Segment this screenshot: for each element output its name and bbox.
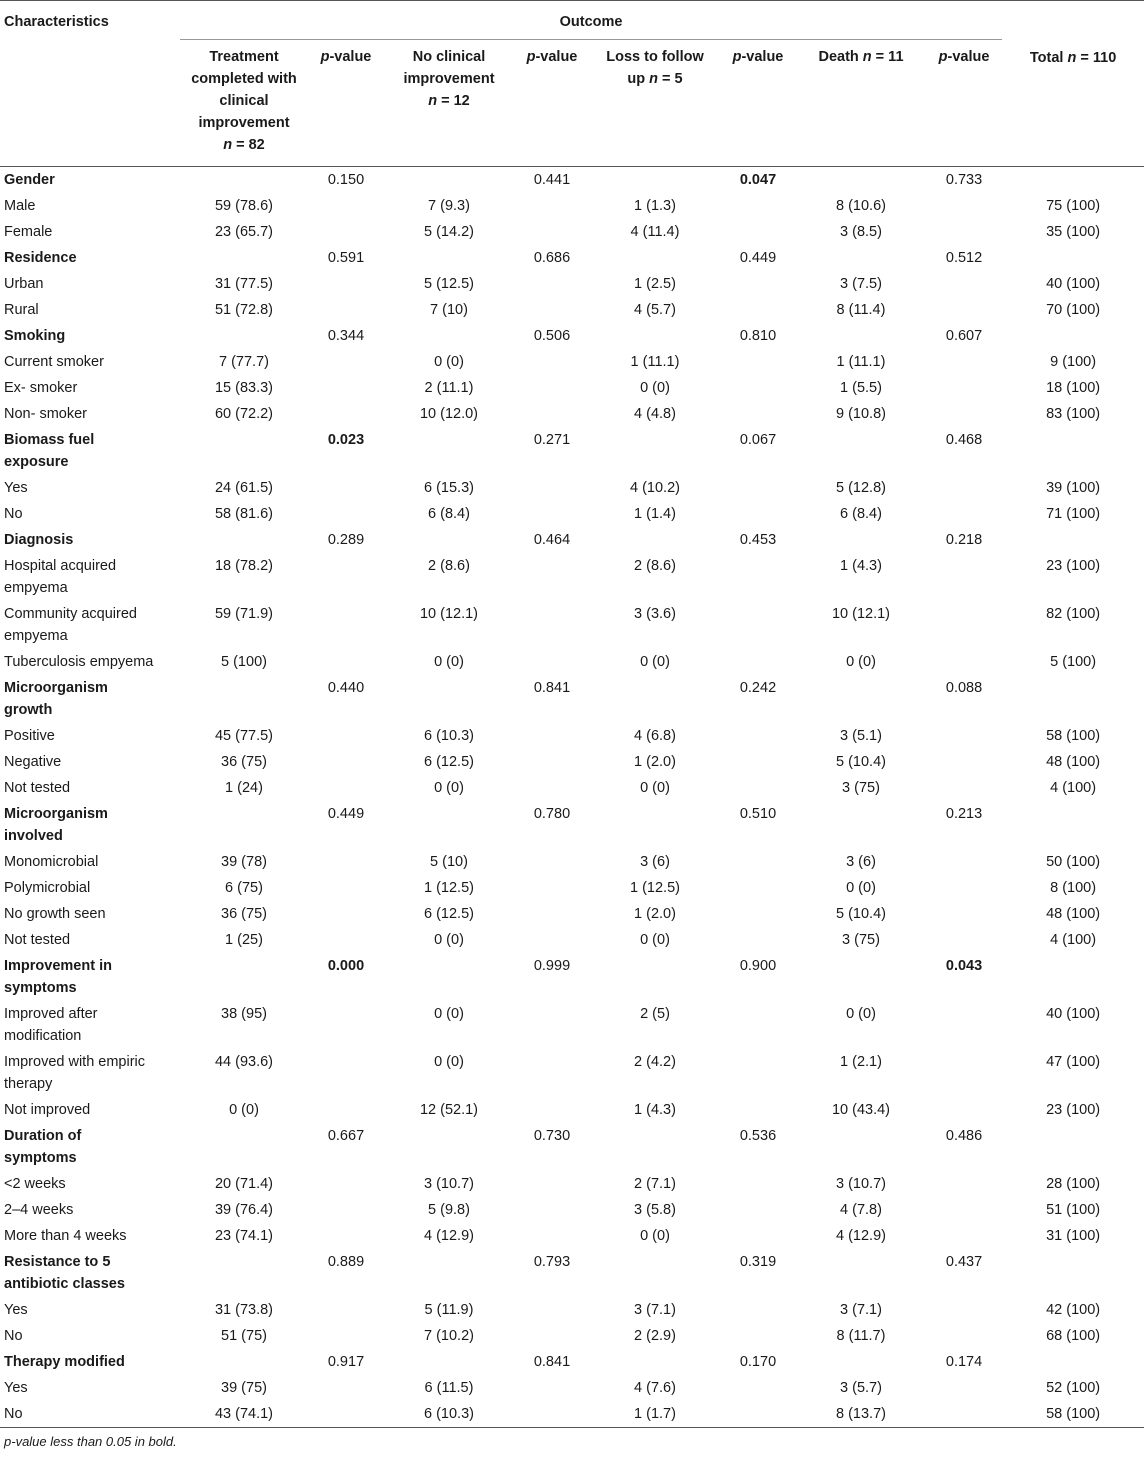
cell-value: 4 (12.9) bbox=[836, 1228, 886, 1244]
row-label: No growth seen bbox=[4, 906, 106, 922]
cell-value: 23 (74.1) bbox=[214, 1228, 274, 1244]
cell-value: 10 (43.4) bbox=[831, 1102, 891, 1118]
cell-value: 1 (1.3) bbox=[634, 198, 676, 214]
cell-value: 2 (7.1) bbox=[634, 1176, 676, 1192]
cell-value: 0 (0) bbox=[640, 932, 670, 948]
p-value: 0.453 bbox=[739, 532, 777, 548]
cell-value: 75 (100) bbox=[1046, 198, 1101, 214]
header-row-outcome bbox=[0, 1, 1144, 47]
cell-value: 6 (75) bbox=[225, 880, 263, 896]
cell-value: 23 (65.7) bbox=[214, 224, 274, 240]
p-value: 0.150 bbox=[327, 172, 365, 188]
p-value: 0.733 bbox=[945, 172, 983, 188]
row-label: Monomicrobial bbox=[4, 854, 99, 870]
cell-value: 3 (7.1) bbox=[840, 1302, 882, 1318]
row-label: Not tested bbox=[4, 780, 71, 796]
category-row bbox=[0, 527, 1144, 553]
row-label: Hospital acquired empyema bbox=[4, 558, 117, 596]
cell-value: 3 (5.1) bbox=[840, 728, 882, 744]
row-label: Improved after modification bbox=[4, 1006, 98, 1044]
category-row bbox=[0, 1249, 1144, 1297]
cell-value: 6 (10.3) bbox=[424, 728, 474, 744]
cell-value: 3 (6) bbox=[640, 854, 670, 870]
col-no-clinical-improvement-header: No clinical improvement n = 12 bbox=[403, 49, 495, 109]
cell-value: 2 (8.6) bbox=[428, 558, 470, 574]
row-label: Rural bbox=[4, 302, 39, 318]
p-value: 0.218 bbox=[945, 532, 983, 548]
p-value: 0.667 bbox=[327, 1128, 365, 1144]
cell-value: 6 (12.5) bbox=[424, 754, 474, 770]
row-label: Yes bbox=[4, 480, 28, 496]
cell-value: 10 (12.0) bbox=[419, 406, 479, 422]
cell-value: 1 (4.3) bbox=[634, 1102, 676, 1118]
cell-value: 31 (73.8) bbox=[214, 1302, 274, 1318]
outcome-header-label: Outcome bbox=[180, 11, 1002, 40]
cell-value: 5 (10.4) bbox=[836, 906, 886, 922]
cell-value: 48 (100) bbox=[1046, 906, 1101, 922]
cell-value: 0 (0) bbox=[846, 880, 876, 896]
cell-value: 2 (2.9) bbox=[634, 1328, 676, 1344]
cell-value: 58 (81.6) bbox=[214, 506, 274, 522]
p-value: 0.213 bbox=[945, 806, 983, 822]
cell-value: 1 (11.1) bbox=[836, 354, 886, 370]
cell-value: 1 (24) bbox=[225, 780, 263, 796]
p-value: 0.170 bbox=[739, 1354, 777, 1370]
cell-value: 1 (12.5) bbox=[630, 880, 680, 896]
cell-value: 5 (100) bbox=[1050, 654, 1097, 670]
p-value: 0.067 bbox=[739, 432, 777, 448]
cell-value: 59 (71.9) bbox=[214, 606, 274, 622]
table-body bbox=[0, 167, 1144, 1428]
table-row bbox=[0, 1049, 1144, 1097]
cell-value: 71 (100) bbox=[1046, 506, 1101, 522]
p-value: 0.023 bbox=[327, 432, 365, 448]
p-value: 0.999 bbox=[533, 958, 571, 974]
table-row bbox=[0, 501, 1144, 527]
cell-value: 4 (7.6) bbox=[634, 1380, 676, 1396]
cell-value: 0 (0) bbox=[640, 780, 670, 796]
table-row bbox=[0, 875, 1144, 901]
cell-value: 60 (72.2) bbox=[214, 406, 274, 422]
cell-value: 45 (77.5) bbox=[214, 728, 274, 744]
cell-value: 3 (75) bbox=[842, 780, 880, 796]
cell-value: 40 (100) bbox=[1046, 1006, 1101, 1022]
cell-value: 0 (0) bbox=[434, 654, 464, 670]
row-label: 2–4 weeks bbox=[4, 1202, 74, 1218]
p-value: 0.289 bbox=[327, 532, 365, 548]
p-value: 0.449 bbox=[739, 250, 777, 266]
p-value: 0.088 bbox=[945, 680, 983, 696]
p-value: 0.686 bbox=[533, 250, 571, 266]
row-label: Yes bbox=[4, 1302, 28, 1318]
cell-value: 44 (93.6) bbox=[214, 1054, 274, 1070]
cell-value: 39 (100) bbox=[1046, 480, 1101, 496]
cell-value: 20 (71.4) bbox=[214, 1176, 274, 1192]
cell-value: 51 (72.8) bbox=[214, 302, 274, 318]
cell-value: 5 (11.9) bbox=[424, 1302, 474, 1318]
p-value: 0.319 bbox=[739, 1254, 777, 1270]
cell-value: 6 (15.3) bbox=[424, 480, 474, 496]
cell-value: 3 (7.1) bbox=[634, 1302, 676, 1318]
cell-value: 68 (100) bbox=[1046, 1328, 1101, 1344]
row-label: Positive bbox=[4, 728, 55, 744]
row-label: Yes bbox=[4, 1380, 28, 1396]
cell-value: 5 (10) bbox=[430, 854, 468, 870]
cell-value: 38 (95) bbox=[221, 1006, 267, 1022]
p-value: 0.441 bbox=[533, 172, 571, 188]
category-label: Biomass fuel exposure bbox=[4, 432, 95, 470]
p-value: 0.510 bbox=[739, 806, 777, 822]
cell-value: 39 (78) bbox=[221, 854, 267, 870]
cell-value: 1 (2.1) bbox=[840, 1054, 882, 1070]
category-row bbox=[0, 323, 1144, 349]
table-row bbox=[0, 1197, 1144, 1223]
category-label: Improvement in symptoms bbox=[4, 958, 112, 996]
cell-value: 35 (100) bbox=[1046, 224, 1101, 240]
cell-value: 5 (12.5) bbox=[424, 276, 474, 292]
p-value: 0.486 bbox=[945, 1128, 983, 1144]
row-label: Non- smoker bbox=[4, 406, 87, 422]
cell-value: 0 (0) bbox=[434, 932, 464, 948]
p-value: 0.730 bbox=[533, 1128, 571, 1144]
cell-value: 0 (0) bbox=[434, 1054, 464, 1070]
cell-value: 1 (2.5) bbox=[634, 276, 676, 292]
cell-value: 0 (0) bbox=[640, 1228, 670, 1244]
table-row bbox=[0, 375, 1144, 401]
p-value: 0.271 bbox=[533, 432, 571, 448]
table-row bbox=[0, 401, 1144, 427]
cell-value: 12 (52.1) bbox=[419, 1102, 479, 1118]
category-label: Microorganism involved bbox=[4, 806, 108, 844]
cell-value: 48 (100) bbox=[1046, 754, 1101, 770]
p-value: 0.900 bbox=[739, 958, 777, 974]
cell-value: 51 (100) bbox=[1046, 1202, 1101, 1218]
cell-value: 0 (0) bbox=[640, 654, 670, 670]
table-row bbox=[0, 1171, 1144, 1197]
p-value: 0.047 bbox=[739, 172, 777, 188]
cell-value: 0 (0) bbox=[229, 1102, 259, 1118]
cell-value: 0 (0) bbox=[846, 654, 876, 670]
characteristics-header: Characteristics bbox=[4, 14, 109, 30]
row-label: Male bbox=[4, 198, 36, 214]
row-label: Polymicrobial bbox=[4, 880, 91, 896]
p-value: 0.810 bbox=[739, 328, 777, 344]
table-row bbox=[0, 901, 1144, 927]
cell-value: 3 (8.5) bbox=[840, 224, 882, 240]
p-value: 0.591 bbox=[327, 250, 365, 266]
table-row bbox=[0, 775, 1144, 801]
cell-value: 83 (100) bbox=[1046, 406, 1101, 422]
cell-value: 40 (100) bbox=[1046, 276, 1101, 292]
cell-value: 31 (100) bbox=[1046, 1228, 1101, 1244]
cell-value: 4 (12.9) bbox=[424, 1228, 474, 1244]
row-label: Tuberculosis empyema bbox=[4, 654, 154, 670]
pvalue-header-1: p-value bbox=[320, 49, 372, 65]
cell-value: 15 (83.3) bbox=[214, 380, 274, 396]
cell-value: 2 (5) bbox=[640, 1006, 670, 1022]
category-label: Gender bbox=[4, 172, 55, 188]
cell-value: 0 (0) bbox=[434, 1006, 464, 1022]
p-value: 0.468 bbox=[945, 432, 983, 448]
table-row bbox=[0, 1297, 1144, 1323]
cell-value: 36 (75) bbox=[221, 754, 267, 770]
category-label: Resistance to 5 antibiotic classes bbox=[4, 1254, 125, 1292]
cell-value: 1 (12.5) bbox=[424, 880, 474, 896]
p-value: 0.841 bbox=[533, 680, 571, 696]
row-label: Negative bbox=[4, 754, 62, 770]
cell-value: 52 (100) bbox=[1046, 1380, 1101, 1396]
cell-value: 51 (75) bbox=[221, 1328, 267, 1344]
table-row bbox=[0, 193, 1144, 219]
cell-value: 24 (61.5) bbox=[214, 480, 274, 496]
category-row bbox=[0, 427, 1144, 475]
p-value: 0.344 bbox=[327, 328, 365, 344]
cell-value: 23 (100) bbox=[1046, 1102, 1101, 1118]
table-row bbox=[0, 749, 1144, 775]
cell-value: 1 (2.0) bbox=[634, 906, 676, 922]
category-row bbox=[0, 167, 1144, 194]
row-label: Not tested bbox=[4, 932, 71, 948]
category-row bbox=[0, 953, 1144, 1001]
cell-value: 39 (76.4) bbox=[214, 1202, 274, 1218]
p-value: 0.174 bbox=[945, 1354, 983, 1370]
pvalue-header-4: p-value bbox=[938, 49, 990, 65]
category-row bbox=[0, 1123, 1144, 1171]
category-label: Microorganism growth bbox=[4, 680, 108, 718]
col-treatment-completed-header: Treatment completed with clinical improvement n = 82 bbox=[191, 49, 297, 153]
cell-value: 0 (0) bbox=[640, 380, 670, 396]
cell-value: 8 (11.4) bbox=[836, 302, 886, 318]
cell-value: 1 (2.0) bbox=[634, 754, 676, 770]
cell-value: 8 (13.7) bbox=[836, 1406, 886, 1422]
cell-value: 1 (5.5) bbox=[840, 380, 882, 396]
cell-value: 9 (10.8) bbox=[836, 406, 886, 422]
cell-value: 3 (5.7) bbox=[840, 1380, 882, 1396]
cell-value: 59 (78.6) bbox=[214, 198, 274, 214]
row-label: Community acquired empyema bbox=[4, 606, 137, 644]
cell-value: 4 (100) bbox=[1050, 780, 1097, 796]
pvalue-header-3: p-value bbox=[732, 49, 784, 65]
p-value: 0.917 bbox=[327, 1354, 365, 1370]
p-value: 0.464 bbox=[533, 532, 571, 548]
p-value: 0.449 bbox=[327, 806, 365, 822]
cell-value: 42 (100) bbox=[1046, 1302, 1101, 1318]
cell-value: 1 (1.4) bbox=[634, 506, 676, 522]
cell-value: 4 (5.7) bbox=[634, 302, 676, 318]
cell-value: 6 (12.5) bbox=[424, 906, 474, 922]
cell-value: 5 (100) bbox=[221, 654, 267, 670]
cell-value: 4 (4.8) bbox=[634, 406, 676, 422]
pvalue-header-2: p-value bbox=[526, 49, 578, 65]
cell-value: 5 (10.4) bbox=[836, 754, 886, 770]
cell-value: 6 (10.3) bbox=[424, 1406, 474, 1422]
cell-value: 0 (0) bbox=[846, 1006, 876, 1022]
table-row bbox=[0, 649, 1144, 675]
p-value: 0.000 bbox=[327, 958, 365, 974]
category-row bbox=[0, 675, 1144, 723]
table-row bbox=[0, 849, 1144, 875]
row-label: Urban bbox=[4, 276, 44, 292]
cell-value: 5 (14.2) bbox=[424, 224, 474, 240]
category-row bbox=[0, 801, 1144, 849]
row-label: No bbox=[4, 506, 23, 522]
category-label: Diagnosis bbox=[4, 532, 74, 548]
table-row bbox=[0, 927, 1144, 953]
cell-value: 7 (10) bbox=[430, 302, 468, 318]
category-label: Duration of symptoms bbox=[4, 1128, 82, 1166]
cell-value: 4 (11.4) bbox=[630, 224, 680, 240]
cell-value: 50 (100) bbox=[1046, 854, 1101, 870]
cell-value: 82 (100) bbox=[1046, 606, 1101, 622]
col-loss-to-follow-up-header: Loss to follow up n = 5 bbox=[606, 49, 704, 87]
cell-value: 2 (4.2) bbox=[634, 1054, 676, 1070]
cell-value: 58 (100) bbox=[1046, 1406, 1101, 1422]
p-value: 0.242 bbox=[739, 680, 777, 696]
row-label: Current smoker bbox=[4, 354, 104, 370]
cell-value: 3 (75) bbox=[842, 932, 880, 948]
table-row bbox=[0, 1375, 1144, 1401]
row-label: Not improved bbox=[4, 1102, 91, 1118]
cell-value: 3 (6) bbox=[846, 854, 876, 870]
table-row bbox=[0, 271, 1144, 297]
p-value: 0.536 bbox=[739, 1128, 777, 1144]
p-value: 0.889 bbox=[327, 1254, 365, 1270]
cell-value: 7 (10.2) bbox=[424, 1328, 474, 1344]
table-row bbox=[0, 219, 1144, 245]
p-value: 0.841 bbox=[533, 1354, 571, 1370]
cell-value: 3 (3.6) bbox=[634, 606, 676, 622]
table-row bbox=[0, 349, 1144, 375]
cell-value: 8 (10.6) bbox=[836, 198, 886, 214]
row-label: More than 4 weeks bbox=[4, 1228, 127, 1244]
table-row bbox=[0, 601, 1144, 649]
p-value: 0.506 bbox=[533, 328, 571, 344]
p-value: 0.043 bbox=[945, 958, 983, 974]
table-row bbox=[0, 553, 1144, 601]
table-row bbox=[0, 1223, 1144, 1249]
cell-value: 0 (0) bbox=[434, 780, 464, 796]
cell-value: 3 (10.7) bbox=[424, 1176, 474, 1192]
p-value: 0.780 bbox=[533, 806, 571, 822]
p-value: 0.437 bbox=[945, 1254, 983, 1270]
cell-value: 1 (25) bbox=[225, 932, 263, 948]
table-row bbox=[0, 723, 1144, 749]
table-row bbox=[0, 475, 1144, 501]
row-label: Improved with empiric therapy bbox=[4, 1054, 146, 1092]
cell-value: 2 (8.6) bbox=[634, 558, 676, 574]
cell-value: 23 (100) bbox=[1046, 558, 1101, 574]
cell-value: 18 (100) bbox=[1046, 380, 1101, 396]
cell-value: 7 (77.7) bbox=[219, 354, 269, 370]
p-value: 0.793 bbox=[533, 1254, 571, 1270]
cell-value: 47 (100) bbox=[1046, 1054, 1101, 1070]
cell-value: 3 (10.7) bbox=[836, 1176, 886, 1192]
cell-value: 4 (10.2) bbox=[630, 480, 680, 496]
row-label: No bbox=[4, 1406, 23, 1422]
cell-value: 31 (77.5) bbox=[214, 276, 274, 292]
row-label: <2 weeks bbox=[4, 1176, 66, 1192]
cell-value: 70 (100) bbox=[1046, 302, 1101, 318]
cell-value: 3 (7.5) bbox=[840, 276, 882, 292]
row-label: Ex- smoker bbox=[4, 380, 78, 396]
cell-value: 5 (9.8) bbox=[428, 1202, 470, 1218]
cell-value: 7 (9.3) bbox=[428, 198, 470, 214]
table-row bbox=[0, 1001, 1144, 1049]
row-label: No bbox=[4, 1328, 23, 1344]
cell-value: 1 (4.3) bbox=[840, 558, 882, 574]
cell-value: 9 (100) bbox=[1050, 354, 1097, 370]
cell-value: 5 (12.8) bbox=[836, 480, 886, 496]
cell-value: 39 (75) bbox=[221, 1380, 267, 1396]
cell-value: 28 (100) bbox=[1046, 1176, 1101, 1192]
col-death-header: Death n = 11 bbox=[818, 49, 904, 65]
table-row bbox=[0, 1097, 1144, 1123]
cell-value: 6 (8.4) bbox=[840, 506, 882, 522]
cell-value: 1 (11.1) bbox=[630, 354, 680, 370]
category-row bbox=[0, 245, 1144, 271]
category-row bbox=[0, 1349, 1144, 1375]
cell-value: 43 (74.1) bbox=[214, 1406, 274, 1422]
row-label: Female bbox=[4, 224, 53, 240]
cell-value: 18 (78.2) bbox=[214, 558, 274, 574]
cell-value: 10 (12.1) bbox=[831, 606, 891, 622]
cell-value: 3 (5.8) bbox=[634, 1202, 676, 1218]
footnote: p-value less than 0.05 in bold. bbox=[4, 1434, 177, 1449]
cell-value: 4 (7.8) bbox=[840, 1202, 882, 1218]
outcome-header bbox=[180, 1, 1002, 47]
cell-value: 4 (6.8) bbox=[634, 728, 676, 744]
p-value: 0.440 bbox=[327, 680, 365, 696]
cell-value: 0 (0) bbox=[434, 354, 464, 370]
category-label: Residence bbox=[4, 250, 77, 266]
cell-value: 6 (11.5) bbox=[424, 1380, 474, 1396]
cell-value: 10 (12.1) bbox=[419, 606, 479, 622]
cell-value: 36 (75) bbox=[221, 906, 267, 922]
cell-value: 6 (8.4) bbox=[428, 506, 470, 522]
cell-value: 1 (1.7) bbox=[634, 1406, 676, 1422]
cell-value: 2 (11.1) bbox=[424, 380, 474, 396]
category-label: Therapy modified bbox=[4, 1354, 125, 1370]
col-total-header: Total n = 110 bbox=[1029, 50, 1117, 66]
p-value: 0.512 bbox=[945, 250, 983, 266]
table-row bbox=[0, 1401, 1144, 1428]
cell-value: 8 (100) bbox=[1050, 880, 1097, 896]
category-label: Smoking bbox=[4, 328, 66, 344]
p-value: 0.607 bbox=[945, 328, 983, 344]
table-row bbox=[0, 297, 1144, 323]
cell-value: 58 (100) bbox=[1046, 728, 1101, 744]
cell-value: 4 (100) bbox=[1050, 932, 1097, 948]
cell-value: 8 (11.7) bbox=[836, 1328, 886, 1344]
table-row bbox=[0, 1323, 1144, 1349]
